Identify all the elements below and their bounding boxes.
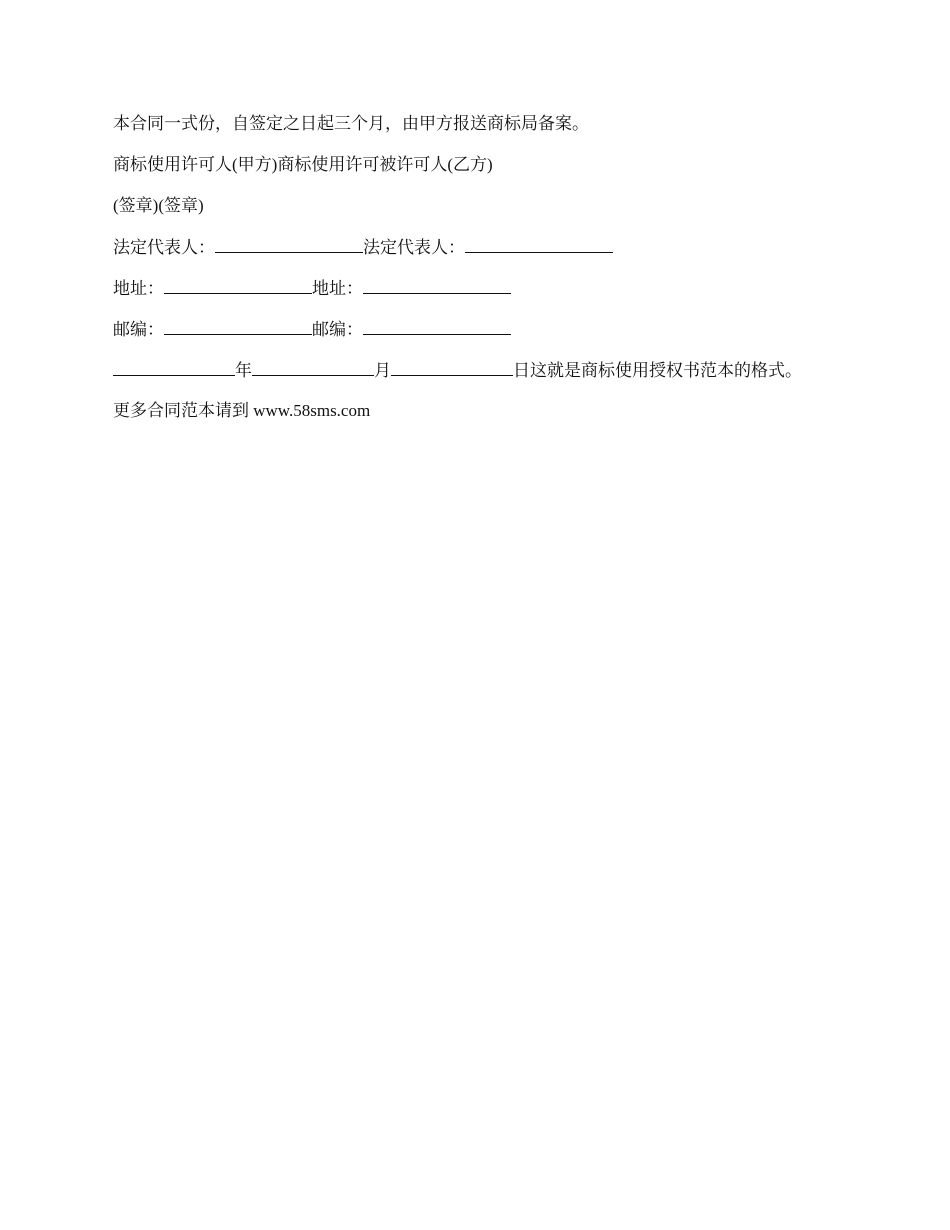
zip-label-b: 邮编： [312,320,363,339]
rep-label-a: 法定代表人： [113,238,215,257]
parties-line: 商标使用许可人(甲方)商标使用许可被许可人(乙方) [113,155,493,174]
address-line [113,276,853,300]
document-body [113,112,853,440]
addr-label-b: 地址： [312,279,363,298]
copies-clause: 本合同一式份，自签定之日起三个月，由甲方报送商标局备案。 [113,114,589,133]
rep-label-b: 法定代表人： [363,238,465,257]
month-label: 月 [374,361,391,380]
year-label: 年 [235,361,252,380]
more-templates-line: 更多合同范本请到 www.58sms.com [113,401,371,420]
date-line [113,358,853,382]
month-blank [252,358,374,376]
zip-blank-b [363,317,511,335]
zip-label-a: 邮编： [113,320,164,339]
legal-representative-line [113,235,853,259]
date-tail-text: 日这就是商标使用授权书范本的格式。 [513,361,802,380]
rep-blank-a [215,235,363,253]
rep-blank-b [465,235,613,253]
postcode-line [113,317,853,341]
zip-blank-a [164,317,312,335]
year-blank [113,358,235,376]
addr-label-a: 地址： [113,279,164,298]
addr-blank-b [363,276,511,294]
seal-line: (签章)(签章) [113,196,204,215]
addr-blank-a [164,276,312,294]
day-blank [391,358,513,376]
